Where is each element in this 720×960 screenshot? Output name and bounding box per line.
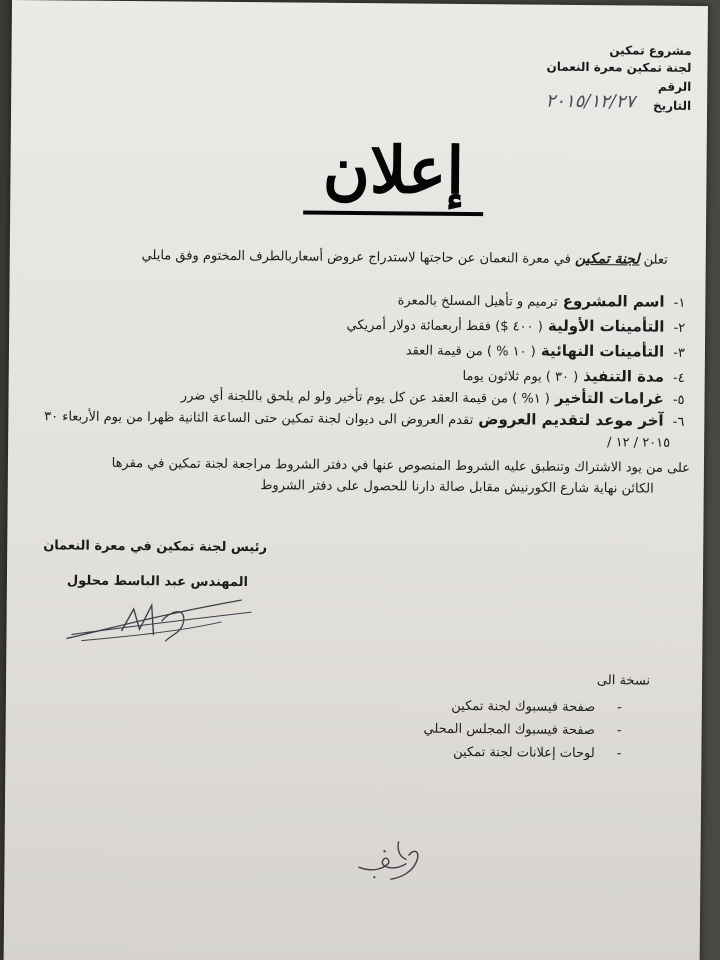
header-ref-label: الرقم xyxy=(657,79,692,94)
header-project: مشروع تمكين xyxy=(609,43,692,58)
signatory-name: المهندس عبد الباسط محلول xyxy=(66,573,249,591)
copy-item-text: لوحات إعلانات لجنة تمكين xyxy=(453,744,595,762)
title-underline xyxy=(303,211,483,217)
item-number: ٣- xyxy=(673,345,686,361)
item-row xyxy=(462,365,684,386)
note-line: على من يود الاشتراك وتنطبق عليه الشروط المنصوص عنها في دفتر الشروط مراجعة لجنة تمكين في مقرها xyxy=(111,455,691,476)
copy-item xyxy=(453,745,621,761)
item-label: التأمينات النهائية xyxy=(540,341,665,361)
item-label: التأمينات الأولية xyxy=(547,316,665,336)
copies-label: نسخة الى xyxy=(596,673,651,689)
copy-item xyxy=(423,722,621,739)
signatory-title: رئيس لجنة تمكين في معرة النعمان xyxy=(43,538,268,556)
handwritten-stamp-word xyxy=(354,833,424,884)
item-value: تقدم العروض الى ديوان لجنة تمكين حتى الساعة الثانية ظهرا من يوم الأربعاء ٣٠ xyxy=(44,409,474,429)
item-number: ٤- xyxy=(672,370,685,386)
item-label: مدة التنفيذ xyxy=(583,367,665,386)
item-value: ( ٣٠ ) يوم ثلاثون يوما xyxy=(462,368,579,385)
header-date-label: التاريخ xyxy=(652,98,692,113)
item-number: ٢- xyxy=(673,320,686,336)
item6-continued: ٢٠١٥ / ١٢ / xyxy=(607,435,671,451)
announcement-title: إعلان xyxy=(322,132,465,209)
handwritten-signature xyxy=(61,590,262,652)
item-label: آخر موعد لتقديم العروض xyxy=(478,410,664,430)
item-row xyxy=(44,405,684,430)
item-value: ( ١% ) من قيمة العقد عن كل يوم تأخير ولو لم يلحق باللجنة أي ضرر xyxy=(180,388,550,407)
intro-line xyxy=(142,247,668,268)
item-label: اسم المشروع xyxy=(562,291,665,311)
item-number: ٦- xyxy=(672,414,685,430)
item-row xyxy=(346,314,685,336)
intro-prefix: تعلن xyxy=(643,252,668,268)
bullet-dash: - xyxy=(616,723,622,739)
intro-org: لجنة تمكين xyxy=(574,250,640,268)
item-value: ( ٤٠٠ $) فقط أربعمائة دولار أمريكي xyxy=(346,317,543,335)
item-value: ( ١٠ % ) من قيمة العقد xyxy=(405,343,536,360)
intro-text: في معرة النعمان عن حاجتها لاستدراج عروض أسعاربالطرف المختوم وفق مايلي xyxy=(141,248,571,267)
bullet-dash: - xyxy=(617,700,622,716)
item-number: ٥- xyxy=(672,392,685,408)
note-line: الكائن نهاية شارع الكورنيش مقابل صالة دارنا للحصول على دفتر الشروط xyxy=(260,478,654,497)
copy-item-text: صفحة فيسبوك المجلس المحلي xyxy=(423,721,596,739)
item-row xyxy=(398,289,686,311)
announcement-sheet xyxy=(4,0,708,960)
item-row xyxy=(181,384,685,407)
bullet-dash: - xyxy=(616,746,622,762)
item-number: ١- xyxy=(673,295,686,311)
item-label: غرامات التأخير xyxy=(554,388,664,408)
item-row xyxy=(406,339,685,360)
item-value: ترميم و تأهيل المسلخ بالمعرة xyxy=(397,293,558,310)
header-date-handwritten: ٢٠١٥/١٢/٢٧ xyxy=(545,90,636,113)
header-committee: لجنة تمكين معرة النعمان xyxy=(546,59,692,75)
copy-item-text: صفحة فيسبوك لجنة تمكين xyxy=(451,698,596,716)
copy-item xyxy=(451,699,622,715)
